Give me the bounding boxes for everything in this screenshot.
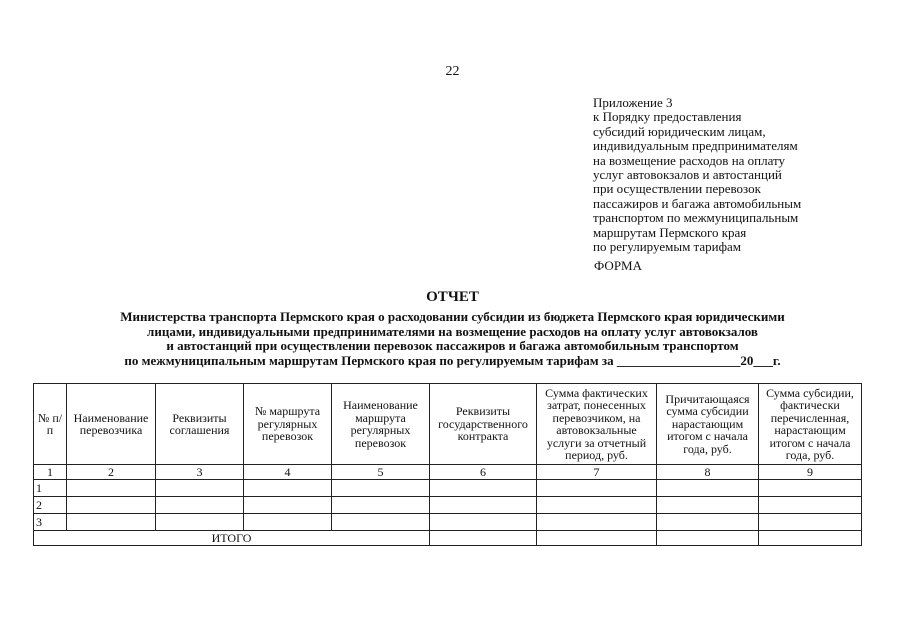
header-cell-carrier: Наименование перевозчика — [67, 384, 156, 465]
table-cell — [244, 480, 332, 497]
header-cell-agreement: Реквизиты соглашения — [156, 384, 244, 465]
row-number-cell: 2 — [34, 497, 67, 514]
report-description-line: по межмуниципальным маршрутам Пермского края по регулируемым тарифам за ___________________20___г. — [124, 352, 781, 368]
appendix-line: пассажиров и багажа автомобильным — [593, 195, 802, 211]
table-cell — [537, 531, 657, 546]
report-description-line: Министерства транспорта Пермского края о расходовании субсидии из бюджета Пермского края юридическими — [120, 309, 785, 324]
table-row — [34, 480, 862, 497]
appendix-line: при осуществлении перевозок — [593, 181, 761, 197]
header-cell-route-number: № маршрута регулярных перевозок — [244, 384, 332, 465]
table-cell — [759, 480, 862, 497]
appendix-line: маршрутам Пермского края — [593, 224, 747, 240]
table-row — [34, 514, 862, 531]
header-cell-number: № п/п — [34, 384, 67, 465]
total-row — [34, 531, 862, 546]
report-description-line: лицами, индивидуальными предпринимателями на возмещение расходов на оплату услуг автовокзалов — [147, 323, 758, 339]
report-title: ОТЧЕТ — [426, 289, 479, 305]
total-label: ИТОГО — [34, 531, 430, 546]
column-number-cell: 4 — [244, 465, 332, 480]
table-cell — [430, 497, 537, 514]
column-number-cell: 3 — [156, 465, 244, 480]
table-cell — [156, 514, 244, 531]
table-cell — [156, 497, 244, 514]
table-cell — [537, 514, 657, 531]
appendix-line: услуг автовокзалов и автостанций — [593, 167, 782, 183]
table-cell — [332, 480, 430, 497]
table-cell — [657, 480, 759, 497]
appendix-line: транспортом по межмуниципальным — [593, 210, 799, 226]
page-number: 22 — [445, 64, 460, 79]
table-cell — [657, 531, 759, 546]
table-cell — [759, 514, 862, 531]
table-cell — [657, 514, 759, 531]
table-cell — [332, 514, 430, 531]
table-cell — [759, 531, 862, 546]
header-cell-route-name: Наименование маршрута регулярных перевозок — [332, 384, 430, 465]
table-cell — [657, 497, 759, 514]
column-number-cell: 7 — [537, 465, 657, 480]
header-cell-subsidy-paid: Сумма субсидии, фактически перечисленная, нарастающим итогом с начала года, руб. — [759, 384, 862, 465]
column-number-row — [34, 465, 862, 480]
table-cell — [759, 497, 862, 514]
appendix-line: на возмещение расходов на оплату — [593, 152, 786, 168]
row-number-cell: 3 — [34, 514, 67, 531]
table-row — [34, 497, 862, 514]
table-cell — [156, 480, 244, 497]
table-cell — [67, 514, 156, 531]
form-label: ФОРМА — [594, 258, 642, 273]
table-cell — [67, 497, 156, 514]
table-cell — [430, 531, 537, 546]
table-cell — [244, 514, 332, 531]
appendix-note — [593, 96, 893, 254]
row-number-cell: 1 — [34, 480, 67, 497]
table-cell — [430, 514, 537, 531]
table-cell — [332, 497, 430, 514]
header-cell-contract: Реквизиты государственного контракта — [430, 384, 537, 465]
appendix-line: по регулируемым тарифам — [593, 239, 742, 255]
table-cell — [244, 497, 332, 514]
column-number-cell: 8 — [657, 465, 759, 480]
report-description-line: и автостанций при осуществлении перевозок пассажиров и багажа автомобильным транспортом — [166, 338, 739, 353]
report-description — [40, 310, 865, 368]
table-cell — [430, 480, 537, 497]
appendix-line: индивидуальным предпринимателям — [593, 138, 798, 154]
appendix-line: Приложение 3 — [593, 95, 673, 110]
appendix-line: к Порядку предоставления — [593, 109, 742, 125]
table-cell — [537, 497, 657, 514]
appendix-line: субсидий юридическим лицам, — [593, 123, 766, 139]
column-number-cell: 5 — [332, 465, 430, 480]
header-cell-actual-costs: Сумма фактических затрат, понесенных перевозчиком, на автовокзальные услуги за отчетный период, руб. — [537, 384, 657, 465]
column-number-cell: 6 — [430, 465, 537, 480]
header-cell-subsidy-due: Причитающаяся сумма субсидии нарастающим итогом с начала года, руб. — [657, 384, 759, 465]
table-cell — [67, 480, 156, 497]
table-header-row — [34, 384, 862, 465]
column-number-cell: 2 — [67, 465, 156, 480]
report-table — [33, 383, 862, 546]
table-cell — [537, 480, 657, 497]
column-number-cell: 9 — [759, 465, 862, 480]
column-number-cell: 1 — [34, 465, 67, 480]
